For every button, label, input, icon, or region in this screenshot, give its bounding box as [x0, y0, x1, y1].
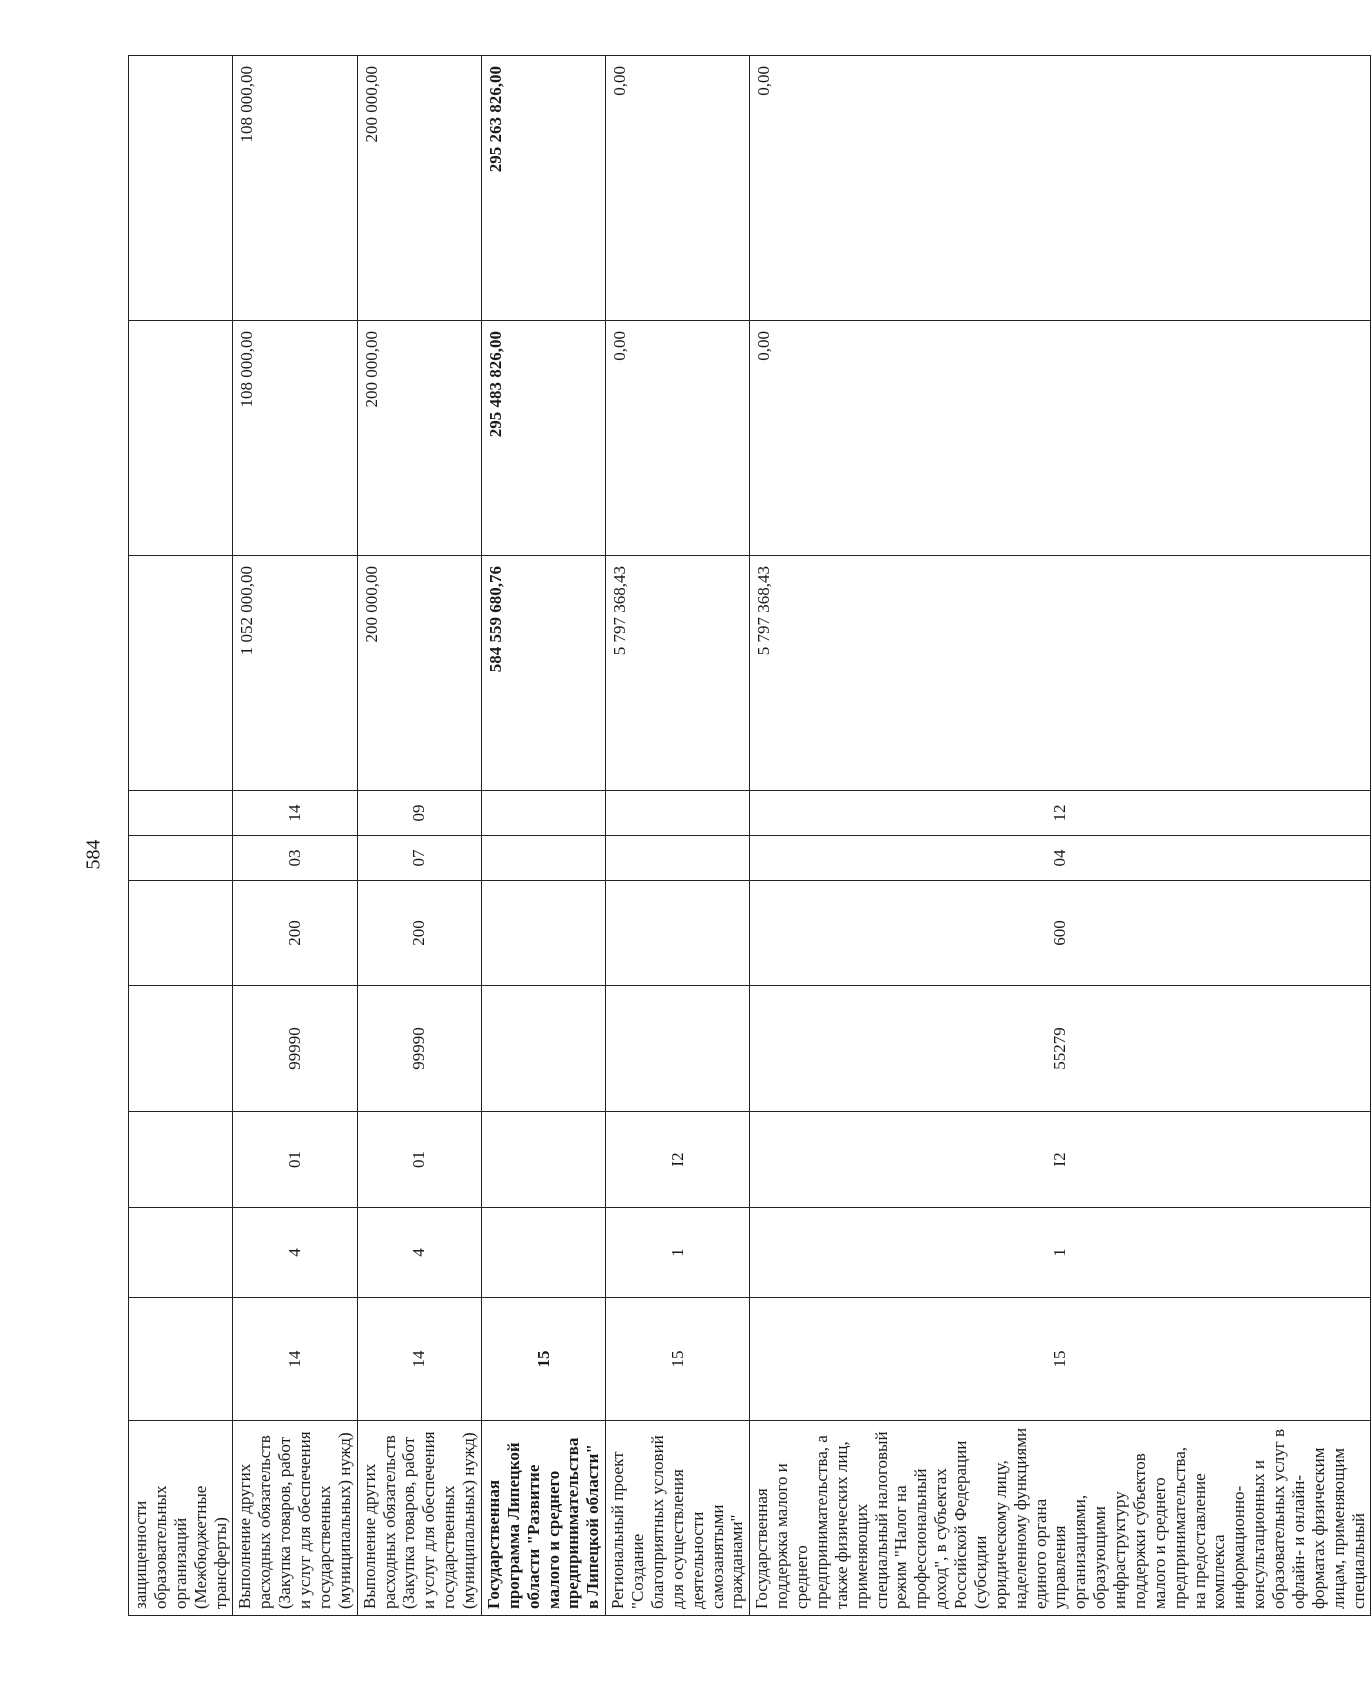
row-code — [129, 1112, 233, 1208]
row-code: 03 — [233, 836, 357, 881]
row-code: 01 — [233, 1112, 357, 1208]
row-code: 14 — [233, 1298, 357, 1421]
row-code — [481, 1112, 605, 1208]
row-code: 55279 — [750, 986, 1371, 1112]
table-body — [129, 56, 1371, 1616]
row-code — [129, 1208, 233, 1298]
row-amount: 0,00 — [750, 56, 1371, 321]
row-code: 4 — [233, 1208, 357, 1298]
table-row — [233, 56, 357, 1616]
row-code: 12 — [750, 791, 1371, 836]
row-description: Выполнение других расходных обязательств (Закупка товаров, работ и услуг для обеспечения государственных (муниципальных) нужд) — [233, 1421, 357, 1616]
row-amount: 108 000,00 — [233, 321, 357, 556]
row-amount — [129, 556, 233, 791]
row-description: Региональный проект "Создание благоприятных условий для осуществления деятельности самозанятыми гражданами" — [606, 1421, 750, 1616]
row-code: 1 — [750, 1208, 1371, 1298]
row-amount: 584 559 680,76 — [481, 556, 605, 791]
table-row — [129, 56, 233, 1616]
row-amount — [129, 56, 233, 321]
row-code — [481, 986, 605, 1112]
row-amount: 200 000,00 — [357, 556, 481, 791]
row-code: 200 — [233, 881, 357, 986]
row-description: Государственная программа Липецкой области "Развитие малого и среднего предпринимательства в Липецкой области" — [481, 1421, 605, 1616]
row-amount: 0,00 — [606, 321, 750, 556]
page-number: 584 — [82, 839, 105, 870]
row-code: 07 — [357, 836, 481, 881]
row-code: I2 — [750, 1112, 1371, 1208]
row-amount — [129, 321, 233, 556]
row-code: 600 — [750, 881, 1371, 986]
row-amount: 0,00 — [606, 56, 750, 321]
row-amount: 200 000,00 — [357, 56, 481, 321]
row-code — [129, 1298, 233, 1421]
table-row — [481, 56, 605, 1616]
row-code: 14 — [233, 791, 357, 836]
row-code: 15 — [481, 1298, 605, 1421]
row-code — [129, 791, 233, 836]
row-code — [481, 791, 605, 836]
row-code: 200 — [357, 881, 481, 986]
row-amount: 200 000,00 — [357, 321, 481, 556]
row-code — [129, 881, 233, 986]
row-code: 04 — [750, 836, 1371, 881]
row-code: I2 — [606, 1112, 750, 1208]
row-code: 01 — [357, 1112, 481, 1208]
row-code: 15 — [750, 1298, 1371, 1421]
table-row — [606, 56, 750, 1616]
row-code: 99990 — [233, 986, 357, 1112]
row-description: Государственная поддержка малого и среднего предпринимательства, а также физических лиц, применяющих специальный налоговый режим "Налог на профессиональный доход", в субъектах Российской Федерации (субсидии юридическому лицу, наделенному функциями единого органа управления организациями, образующими инфраструктуру поддержки субъектов малого и среднего предпринимательства, на предоставление комплекса информационно-консультационных и образовательных услуг в офлайн- и онлайн-форматах физическим лицам, применяющим специальный — [750, 1421, 1371, 1616]
row-code: 4 — [357, 1208, 481, 1298]
row-code: 14 — [357, 1298, 481, 1421]
row-description: защищенности образовательных организаций (Межбюджетные трансферты) — [129, 1421, 233, 1616]
row-amount: 108 000,00 — [233, 56, 357, 321]
row-code — [606, 791, 750, 836]
row-amount: 1 052 000,00 — [233, 556, 357, 791]
row-code — [606, 881, 750, 986]
row-code: 1 — [606, 1208, 750, 1298]
row-description: Выполнение других расходных обязательств (Закупка товаров, работ и услуг для обеспечения государственных (муниципальных) нужд) — [357, 1421, 481, 1616]
row-code: 09 — [357, 791, 481, 836]
table-row — [357, 56, 481, 1616]
row-code — [129, 836, 233, 881]
row-amount: 295 263 826,00 — [481, 56, 605, 321]
row-code: 15 — [606, 1298, 750, 1421]
row-code — [606, 986, 750, 1112]
row-code — [481, 881, 605, 986]
table-row — [750, 56, 1371, 1616]
row-amount: 5 797 368,43 — [750, 556, 1371, 791]
row-code — [481, 836, 605, 881]
row-amount: 0,00 — [750, 321, 1371, 556]
budget-table-container — [128, 56, 1368, 1616]
row-code — [481, 1208, 605, 1298]
row-amount: 5 797 368,43 — [606, 556, 750, 791]
budget-table — [128, 55, 1371, 1616]
row-code — [129, 986, 233, 1112]
row-amount: 295 483 826,00 — [481, 321, 605, 556]
row-code — [606, 836, 750, 881]
row-code: 99990 — [357, 986, 481, 1112]
